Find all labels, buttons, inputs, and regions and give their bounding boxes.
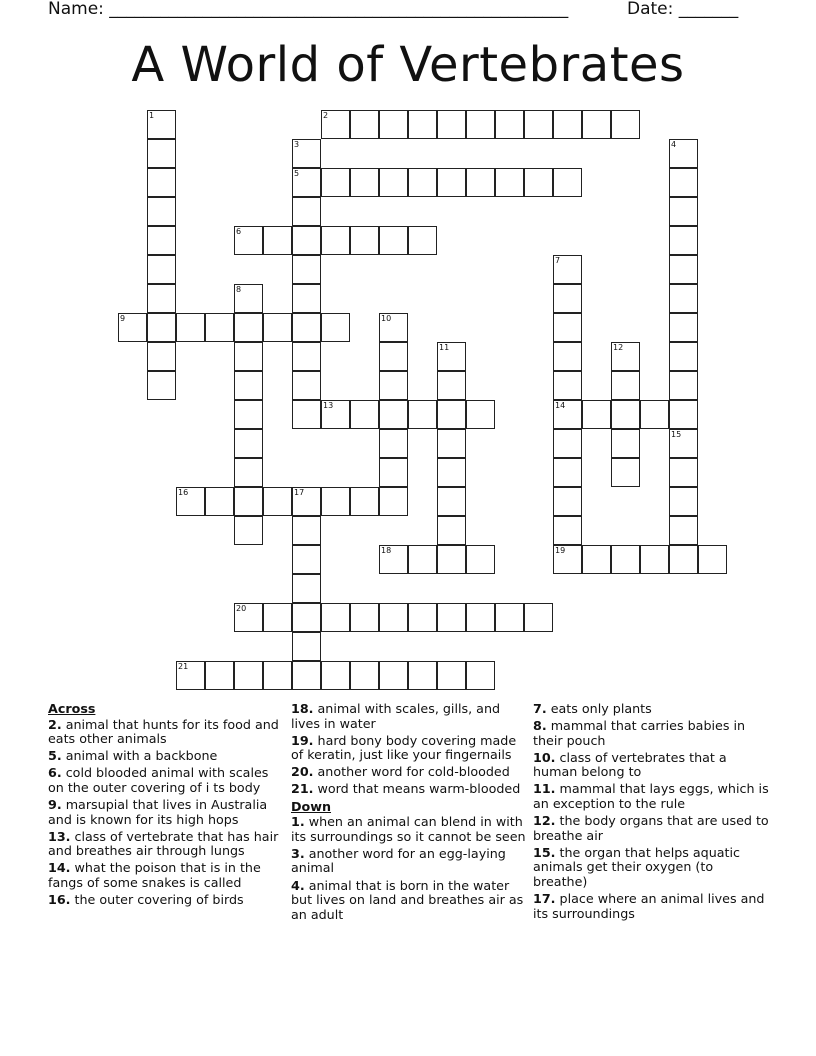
- grid-cell[interactable]: [350, 168, 379, 197]
- grid-cell[interactable]: [379, 487, 408, 516]
- grid-cell[interactable]: [437, 458, 466, 487]
- grid-cell[interactable]: [292, 487, 321, 516]
- grid-cell[interactable]: [379, 603, 408, 632]
- grid-cell[interactable]: [466, 545, 495, 574]
- grid-cell[interactable]: [234, 371, 263, 400]
- grid-cell[interactable]: [466, 110, 495, 139]
- across-clue: [48, 830, 280, 859]
- grid-cell[interactable]: [524, 110, 553, 139]
- grid-cell[interactable]: [379, 168, 408, 197]
- down-clue: [533, 702, 769, 717]
- grid-cell[interactable]: [553, 545, 582, 574]
- grid-cell[interactable]: [234, 516, 263, 545]
- grid-cell[interactable]: [669, 487, 698, 516]
- grid-cell[interactable]: [437, 110, 466, 139]
- grid-cell[interactable]: [379, 400, 408, 429]
- clues-column-3: [533, 702, 769, 924]
- name-field-label: Name: ______________________________________________________: [48, 0, 569, 19]
- clue-text: mammal that carries babies in their pouch: [533, 718, 746, 748]
- grid-cell[interactable]: [495, 603, 524, 632]
- grid-cell[interactable]: [350, 661, 379, 690]
- grid-cell[interactable]: [292, 226, 321, 255]
- grid-cell[interactable]: [292, 139, 321, 168]
- grid-cell[interactable]: [147, 342, 176, 371]
- grid-cell[interactable]: [292, 661, 321, 690]
- puzzle-title: A World of Vertebrates: [131, 37, 685, 93]
- grid-cell[interactable]: [292, 545, 321, 574]
- grid-cell[interactable]: [553, 458, 582, 487]
- clue-number: 19: [555, 546, 566, 555]
- across-clue: [48, 798, 280, 827]
- clue-label-number: 4.: [291, 877, 305, 893]
- grid-cell[interactable]: [292, 603, 321, 632]
- grid-cell[interactable]: [292, 342, 321, 371]
- clue-text: animal with a backbone: [65, 748, 218, 764]
- grid-cell[interactable]: [176, 313, 205, 342]
- grid-cell[interactable]: [524, 603, 553, 632]
- clue-text: class of vertebrates that a human belong to: [533, 749, 727, 780]
- grid-cell[interactable]: [234, 603, 263, 632]
- grid-cell[interactable]: [408, 226, 437, 255]
- grid-cell[interactable]: [611, 110, 640, 139]
- grid-cell[interactable]: [350, 400, 379, 429]
- grid-cell[interactable]: [669, 168, 698, 197]
- grid-cell[interactable]: [292, 632, 321, 661]
- grid-cell[interactable]: [234, 429, 263, 458]
- grid-cell[interactable]: [582, 110, 611, 139]
- clue-text: the body organs that are used to breathe air: [533, 813, 769, 843]
- grid-cell[interactable]: [553, 400, 582, 429]
- grid-cell[interactable]: [408, 168, 437, 197]
- clue-number: 13: [323, 401, 334, 410]
- clue-text: hard bony body covering made of keratin, just like your fingernails: [291, 732, 517, 763]
- grid-cell[interactable]: [379, 661, 408, 690]
- across-clue: [291, 734, 527, 763]
- clue-number: 2: [323, 111, 329, 120]
- down-clue: [533, 751, 769, 780]
- grid-cell[interactable]: [321, 226, 350, 255]
- grid-cell[interactable]: [524, 168, 553, 197]
- clue-text: when an animal can blend in with its surroundings so it cannot be seen: [291, 814, 526, 844]
- grid-cell[interactable]: [553, 313, 582, 342]
- grid-cell[interactable]: [205, 661, 234, 690]
- grid-cell[interactable]: [669, 371, 698, 400]
- grid-cell[interactable]: [437, 661, 466, 690]
- clue-label-number: 10.: [533, 749, 556, 765]
- clue-number: 20: [236, 604, 247, 613]
- clue-label-number: 14.: [48, 860, 71, 876]
- grid-cell[interactable]: [147, 139, 176, 168]
- grid-cell[interactable]: [321, 400, 350, 429]
- clue-text: animal with scales, gills, and lives in water: [291, 701, 501, 731]
- down-clue: [533, 892, 769, 921]
- down-heading: Down: [291, 798, 332, 814]
- grid-cell[interactable]: [263, 313, 292, 342]
- clue-number: 15: [671, 430, 682, 439]
- grid-cell[interactable]: [698, 545, 727, 574]
- grid-cell[interactable]: [553, 342, 582, 371]
- grid-cell[interactable]: [669, 139, 698, 168]
- down-clue: [291, 815, 527, 844]
- grid-cell[interactable]: [292, 313, 321, 342]
- clues-column-1: [48, 702, 280, 910]
- clue-number: 17: [294, 488, 305, 497]
- grid-cell[interactable]: [321, 110, 350, 139]
- grid-cell[interactable]: [379, 429, 408, 458]
- grid-cell[interactable]: [408, 661, 437, 690]
- grid-cell[interactable]: [379, 110, 408, 139]
- grid-cell[interactable]: [147, 313, 176, 342]
- grid-cell[interactable]: [263, 226, 292, 255]
- grid-cell[interactable]: [118, 313, 147, 342]
- down-clue: [533, 719, 769, 748]
- grid-cell[interactable]: [611, 429, 640, 458]
- grid-cell[interactable]: [553, 371, 582, 400]
- grid-cell[interactable]: [640, 545, 669, 574]
- grid-cell[interactable]: [234, 400, 263, 429]
- grid-cell[interactable]: [147, 110, 176, 139]
- grid-cell[interactable]: [379, 313, 408, 342]
- grid-cell[interactable]: [669, 284, 698, 313]
- grid-cell[interactable]: [669, 197, 698, 226]
- grid-cell[interactable]: [466, 400, 495, 429]
- grid-cell[interactable]: [263, 661, 292, 690]
- grid-cell[interactable]: [582, 545, 611, 574]
- grid-cell[interactable]: [234, 226, 263, 255]
- clue-text: eats only plants: [550, 701, 652, 716]
- clue-text: another word for cold-blooded: [317, 764, 510, 780]
- grid-cell[interactable]: [495, 110, 524, 139]
- clue-text: marsupial that lives in Australia and is known for its high hops: [48, 797, 268, 827]
- grid-cell[interactable]: [408, 110, 437, 139]
- across-clue: [291, 702, 527, 731]
- clue-label-number: 21.: [291, 781, 314, 797]
- grid-cell[interactable]: [553, 429, 582, 458]
- grid-cell[interactable]: [234, 487, 263, 516]
- grid-cell[interactable]: [408, 400, 437, 429]
- grid-cell[interactable]: [350, 226, 379, 255]
- grid-cell[interactable]: [553, 516, 582, 545]
- grid-cell[interactable]: [147, 197, 176, 226]
- grid-cell[interactable]: [379, 342, 408, 371]
- grid-cell[interactable]: [466, 603, 495, 632]
- grid-cell[interactable]: [553, 284, 582, 313]
- grid-cell[interactable]: [408, 603, 437, 632]
- grid-cell[interactable]: [640, 400, 669, 429]
- clue-number: 10: [381, 314, 392, 323]
- grid-cell[interactable]: [669, 429, 698, 458]
- grid-cell[interactable]: [582, 400, 611, 429]
- grid-cell[interactable]: [437, 168, 466, 197]
- grid-cell[interactable]: [234, 342, 263, 371]
- grid-cell[interactable]: [611, 545, 640, 574]
- grid-cell[interactable]: [611, 371, 640, 400]
- grid-cell[interactable]: [176, 661, 205, 690]
- grid-cell[interactable]: [669, 400, 698, 429]
- grid-cell[interactable]: [292, 516, 321, 545]
- grid-cell[interactable]: [147, 226, 176, 255]
- clue-label-number: 16.: [48, 892, 71, 908]
- clue-number: 14: [555, 401, 566, 410]
- clue-number: 7: [555, 256, 561, 265]
- grid-cell[interactable]: [669, 545, 698, 574]
- across-clue: [291, 782, 527, 797]
- grid-cell[interactable]: [379, 371, 408, 400]
- clue-number: 18: [381, 546, 392, 555]
- grid-cell[interactable]: [669, 255, 698, 284]
- grid-cell[interactable]: [437, 400, 466, 429]
- grid-cell[interactable]: [292, 255, 321, 284]
- grid-cell[interactable]: [553, 487, 582, 516]
- grid-cell[interactable]: [263, 487, 292, 516]
- grid-cell[interactable]: [553, 168, 582, 197]
- date-field-label: Date: _______: [627, 0, 739, 19]
- clue-text: word that means warm-blooded: [317, 781, 521, 797]
- grid-cell[interactable]: [669, 458, 698, 487]
- clue-label-number: 12.: [533, 813, 556, 829]
- grid-cell[interactable]: [205, 313, 234, 342]
- clue-text: mammal that lays eggs, which is an exception to the rule: [533, 781, 769, 812]
- grid-cell[interactable]: [437, 429, 466, 458]
- grid-cell[interactable]: [176, 487, 205, 516]
- grid-cell[interactable]: [553, 110, 582, 139]
- clue-label-number: 8.: [533, 718, 547, 734]
- clue-number: 11: [439, 343, 450, 352]
- grid-cell[interactable]: [350, 110, 379, 139]
- grid-cell[interactable]: [611, 458, 640, 487]
- clue-number: 1: [149, 111, 155, 120]
- grid-cell[interactable]: [321, 487, 350, 516]
- grid-cell[interactable]: [553, 255, 582, 284]
- clue-number: 12: [613, 343, 624, 352]
- down-clue: [533, 814, 769, 843]
- clue-number: 8: [236, 285, 242, 294]
- grid-cell[interactable]: [379, 226, 408, 255]
- grid-cell[interactable]: [669, 226, 698, 255]
- grid-cell[interactable]: [321, 168, 350, 197]
- grid-cell[interactable]: [611, 400, 640, 429]
- clue-text: the outer covering of birds: [74, 892, 244, 908]
- grid-cell[interactable]: [379, 545, 408, 574]
- grid-cell[interactable]: [437, 603, 466, 632]
- grid-cell[interactable]: [350, 603, 379, 632]
- grid-cell[interactable]: [205, 487, 234, 516]
- down-clue: [291, 847, 527, 876]
- clue-number: 4: [671, 140, 677, 149]
- clue-text: animal that is born in the water but lives on land and breathes air as an adult: [291, 877, 524, 922]
- clue-number: 6: [236, 227, 242, 236]
- grid-cell[interactable]: [437, 487, 466, 516]
- grid-cell[interactable]: [292, 168, 321, 197]
- clue-label-number: 15.: [533, 844, 556, 860]
- grid-cell[interactable]: [669, 516, 698, 545]
- clue-label-number: 2.: [48, 716, 62, 732]
- clue-text: the organ that helps aquatic animals get their oxygen (to breathe): [533, 844, 741, 890]
- grid-cell[interactable]: [147, 284, 176, 313]
- clue-text: class of vertebrate that has hair and breathes air through lungs: [48, 828, 279, 859]
- clue-text: place where an animal lives and its surroundings: [533, 891, 765, 921]
- grid-cell[interactable]: [292, 284, 321, 313]
- grid-cell[interactable]: [321, 313, 350, 342]
- clue-label-number: 13.: [48, 828, 71, 844]
- clues-column-2: [291, 702, 527, 925]
- grid-cell[interactable]: [147, 168, 176, 197]
- clue-text: what the poison that is in the fangs of some snakes is called: [48, 860, 261, 891]
- grid-cell[interactable]: [437, 516, 466, 545]
- grid-cell[interactable]: [669, 313, 698, 342]
- grid-cell[interactable]: [292, 400, 321, 429]
- clue-label-number: 11.: [533, 781, 556, 797]
- grid-cell[interactable]: [379, 458, 408, 487]
- grid-cell[interactable]: [437, 342, 466, 371]
- clue-number: 3: [294, 140, 300, 149]
- grid-cell[interactable]: [611, 342, 640, 371]
- clue-label-number: 18.: [291, 701, 314, 716]
- grid-cell[interactable]: [292, 574, 321, 603]
- grid-cell[interactable]: [263, 603, 292, 632]
- across-clue: [48, 861, 280, 890]
- grid-cell[interactable]: [147, 371, 176, 400]
- clue-label-number: 7.: [533, 701, 547, 716]
- grid-cell[interactable]: [466, 661, 495, 690]
- clue-text: another word for an egg-laying animal: [291, 845, 506, 876]
- across-heading: Across: [48, 701, 96, 716]
- clue-label-number: 3.: [291, 845, 305, 861]
- across-clue: [48, 749, 280, 764]
- grid-cell[interactable]: [234, 313, 263, 342]
- clue-label-number: 20.: [291, 764, 314, 780]
- grid-cell[interactable]: [321, 603, 350, 632]
- clue-label-number: 9.: [48, 797, 62, 813]
- grid-cell[interactable]: [292, 197, 321, 226]
- grid-cell[interactable]: [234, 284, 263, 313]
- across-clue: [48, 718, 280, 747]
- across-clue: [48, 893, 280, 908]
- clue-number: 16: [178, 488, 189, 497]
- clue-label-number: 17.: [533, 891, 556, 907]
- grid-cell[interactable]: [234, 661, 263, 690]
- down-clue: [291, 879, 527, 923]
- clue-label-number: 6.: [48, 765, 62, 781]
- clue-text: animal that hunts for its food and eats other animals: [48, 716, 279, 747]
- grid-cell[interactable]: [495, 168, 524, 197]
- clue-number: 21: [178, 662, 189, 671]
- clue-number: 5: [294, 169, 300, 178]
- clue-label-number: 1.: [291, 814, 305, 830]
- grid-cell[interactable]: [234, 458, 263, 487]
- clue-label-number: 19.: [291, 732, 314, 748]
- grid-cell[interactable]: [321, 661, 350, 690]
- grid-cell[interactable]: [466, 168, 495, 197]
- clue-label-number: 5.: [48, 748, 62, 764]
- across-clue: [291, 765, 527, 780]
- grid-cell[interactable]: [669, 342, 698, 371]
- down-clue: [533, 782, 769, 811]
- down-clue: [533, 846, 769, 890]
- grid-cell[interactable]: [147, 255, 176, 284]
- grid-cell[interactable]: [408, 545, 437, 574]
- clue-number: 9: [120, 314, 126, 323]
- across-clue: [48, 766, 280, 795]
- clue-text: cold blooded animal with scales on the outer covering of i ts body: [48, 765, 269, 795]
- grid-cell[interactable]: [437, 545, 466, 574]
- grid-cell[interactable]: [292, 371, 321, 400]
- grid-cell[interactable]: [437, 371, 466, 400]
- grid-cell[interactable]: [350, 487, 379, 516]
